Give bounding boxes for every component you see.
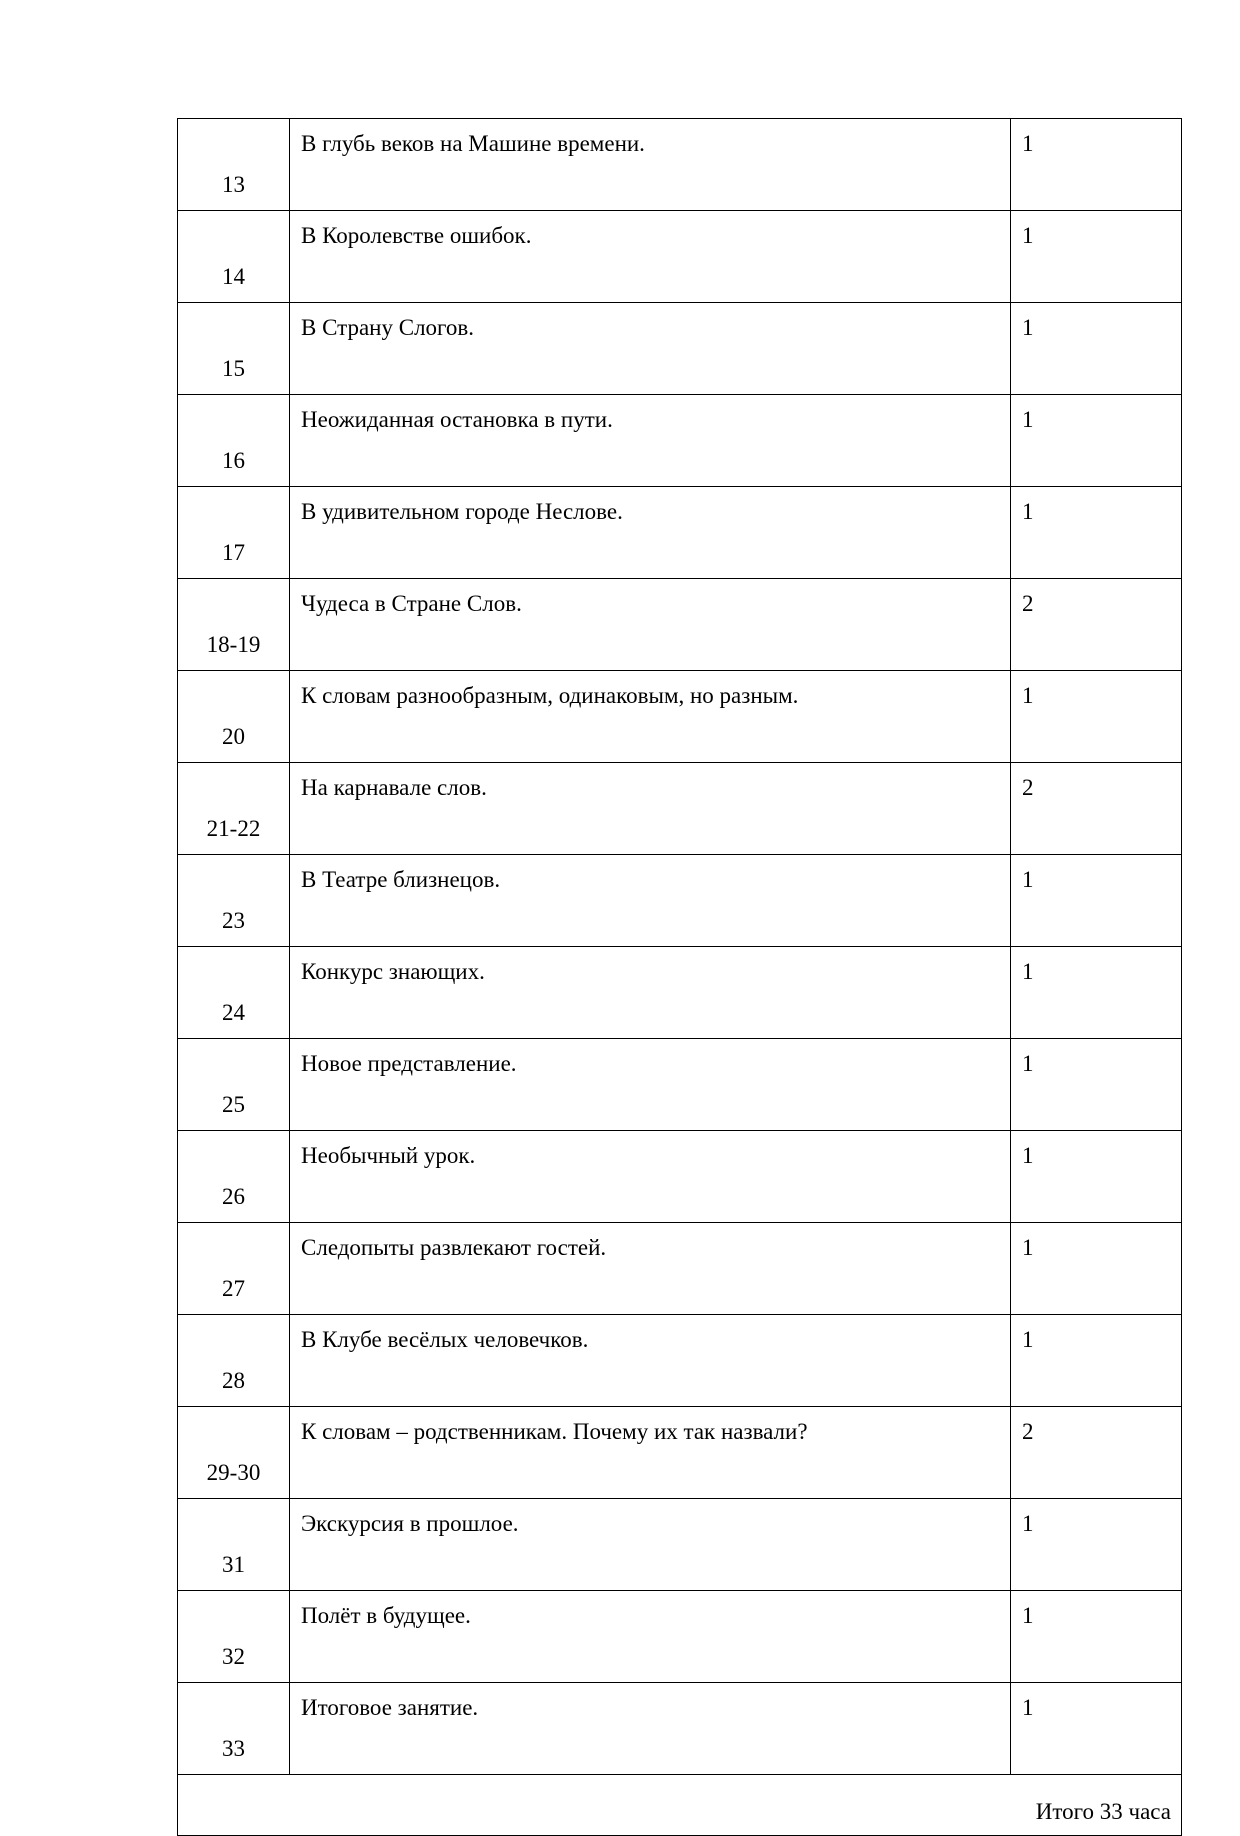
lesson-topic-cell: Экскурсия в прошлое.	[290, 1499, 1011, 1591]
table-row	[178, 1315, 1182, 1407]
lesson-number-cell: 13	[178, 119, 290, 211]
table-row	[178, 1039, 1182, 1131]
lesson-hours-cell: 1	[1011, 1683, 1182, 1775]
lesson-topic-cell: Следопыты развлекают гостей.	[290, 1223, 1011, 1315]
lesson-topic-cell: В глубь веков на Машине времени.	[290, 119, 1011, 211]
table-row	[178, 763, 1182, 855]
lesson-plan-body	[178, 119, 1182, 1836]
table-row	[178, 119, 1182, 211]
table-row	[178, 579, 1182, 671]
table-row	[178, 1407, 1182, 1499]
lesson-topic-cell: К словам – родственникам. Почему их так назвали?	[290, 1407, 1011, 1499]
lesson-hours-cell: 1	[1011, 1591, 1182, 1683]
lesson-topic-cell: Конкурс знающих.	[290, 947, 1011, 1039]
lesson-number-cell: 25	[178, 1039, 290, 1131]
lesson-number-cell: 17	[178, 487, 290, 579]
lesson-topic-cell: Новое представление.	[290, 1039, 1011, 1131]
lesson-hours-cell: 1	[1011, 395, 1182, 487]
table-row	[178, 211, 1182, 303]
lesson-hours-cell: 1	[1011, 671, 1182, 763]
lesson-number-cell: 28	[178, 1315, 290, 1407]
table-row	[178, 855, 1182, 947]
lesson-number-cell: 18-19	[178, 579, 290, 671]
lesson-number-cell: 26	[178, 1131, 290, 1223]
lesson-plan-table	[177, 118, 1182, 1836]
table-row	[178, 1223, 1182, 1315]
lesson-hours-cell: 1	[1011, 1223, 1182, 1315]
table-row	[178, 395, 1182, 487]
lesson-hours-cell: 1	[1011, 1315, 1182, 1407]
lesson-number-cell: 27	[178, 1223, 290, 1315]
lesson-hours-cell: 1	[1011, 119, 1182, 211]
lesson-number-cell: 16	[178, 395, 290, 487]
lesson-topic-cell: В Королевстве ошибок.	[290, 211, 1011, 303]
total-row	[178, 1775, 1182, 1836]
lesson-hours-cell: 1	[1011, 947, 1182, 1039]
lesson-topic-cell: На карнавале слов.	[290, 763, 1011, 855]
table-row	[178, 1683, 1182, 1775]
lesson-topic-cell: В Страну Слогов.	[290, 303, 1011, 395]
lesson-number-cell: 32	[178, 1591, 290, 1683]
lesson-number-cell: 15	[178, 303, 290, 395]
lesson-topic-cell: Итоговое занятие.	[290, 1683, 1011, 1775]
lesson-hours-cell: 1	[1011, 855, 1182, 947]
lesson-number-cell: 31	[178, 1499, 290, 1591]
lesson-topic-cell: В удивительном городе Неслове.	[290, 487, 1011, 579]
lesson-number-cell: 33	[178, 1683, 290, 1775]
table-row	[178, 947, 1182, 1039]
lesson-topic-cell: Чудеса в Стране Слов.	[290, 579, 1011, 671]
table-row	[178, 671, 1182, 763]
table-row	[178, 1591, 1182, 1683]
table-row	[178, 487, 1182, 579]
lesson-hours-cell: 2	[1011, 1407, 1182, 1499]
table-row	[178, 1131, 1182, 1223]
lesson-topic-cell: Необычный урок.	[290, 1131, 1011, 1223]
lesson-topic-cell: Полёт в будущее.	[290, 1591, 1011, 1683]
lesson-hours-cell: 1	[1011, 1499, 1182, 1591]
lesson-number-cell: 21-22	[178, 763, 290, 855]
table-row	[178, 303, 1182, 395]
lesson-hours-cell: 1	[1011, 211, 1182, 303]
lesson-hours-cell: 2	[1011, 579, 1182, 671]
lesson-topic-cell: К словам разнообразным, одинаковым, но разным.	[290, 671, 1011, 763]
lesson-number-cell: 20	[178, 671, 290, 763]
lesson-hours-cell: 1	[1011, 487, 1182, 579]
lesson-number-cell: 24	[178, 947, 290, 1039]
total-cell: Итого 33 часа	[178, 1775, 1182, 1836]
lesson-topic-cell: Неожиданная остановка в пути.	[290, 395, 1011, 487]
lesson-hours-cell: 1	[1011, 1039, 1182, 1131]
lesson-hours-cell: 1	[1011, 303, 1182, 395]
table-row	[178, 1499, 1182, 1591]
lesson-topic-cell: В Театре близнецов.	[290, 855, 1011, 947]
lesson-number-cell: 29-30	[178, 1407, 290, 1499]
lesson-hours-cell: 2	[1011, 763, 1182, 855]
lesson-number-cell: 14	[178, 211, 290, 303]
lesson-topic-cell: В Клубе весёлых человечков.	[290, 1315, 1011, 1407]
lesson-hours-cell: 1	[1011, 1131, 1182, 1223]
lesson-number-cell: 23	[178, 855, 290, 947]
